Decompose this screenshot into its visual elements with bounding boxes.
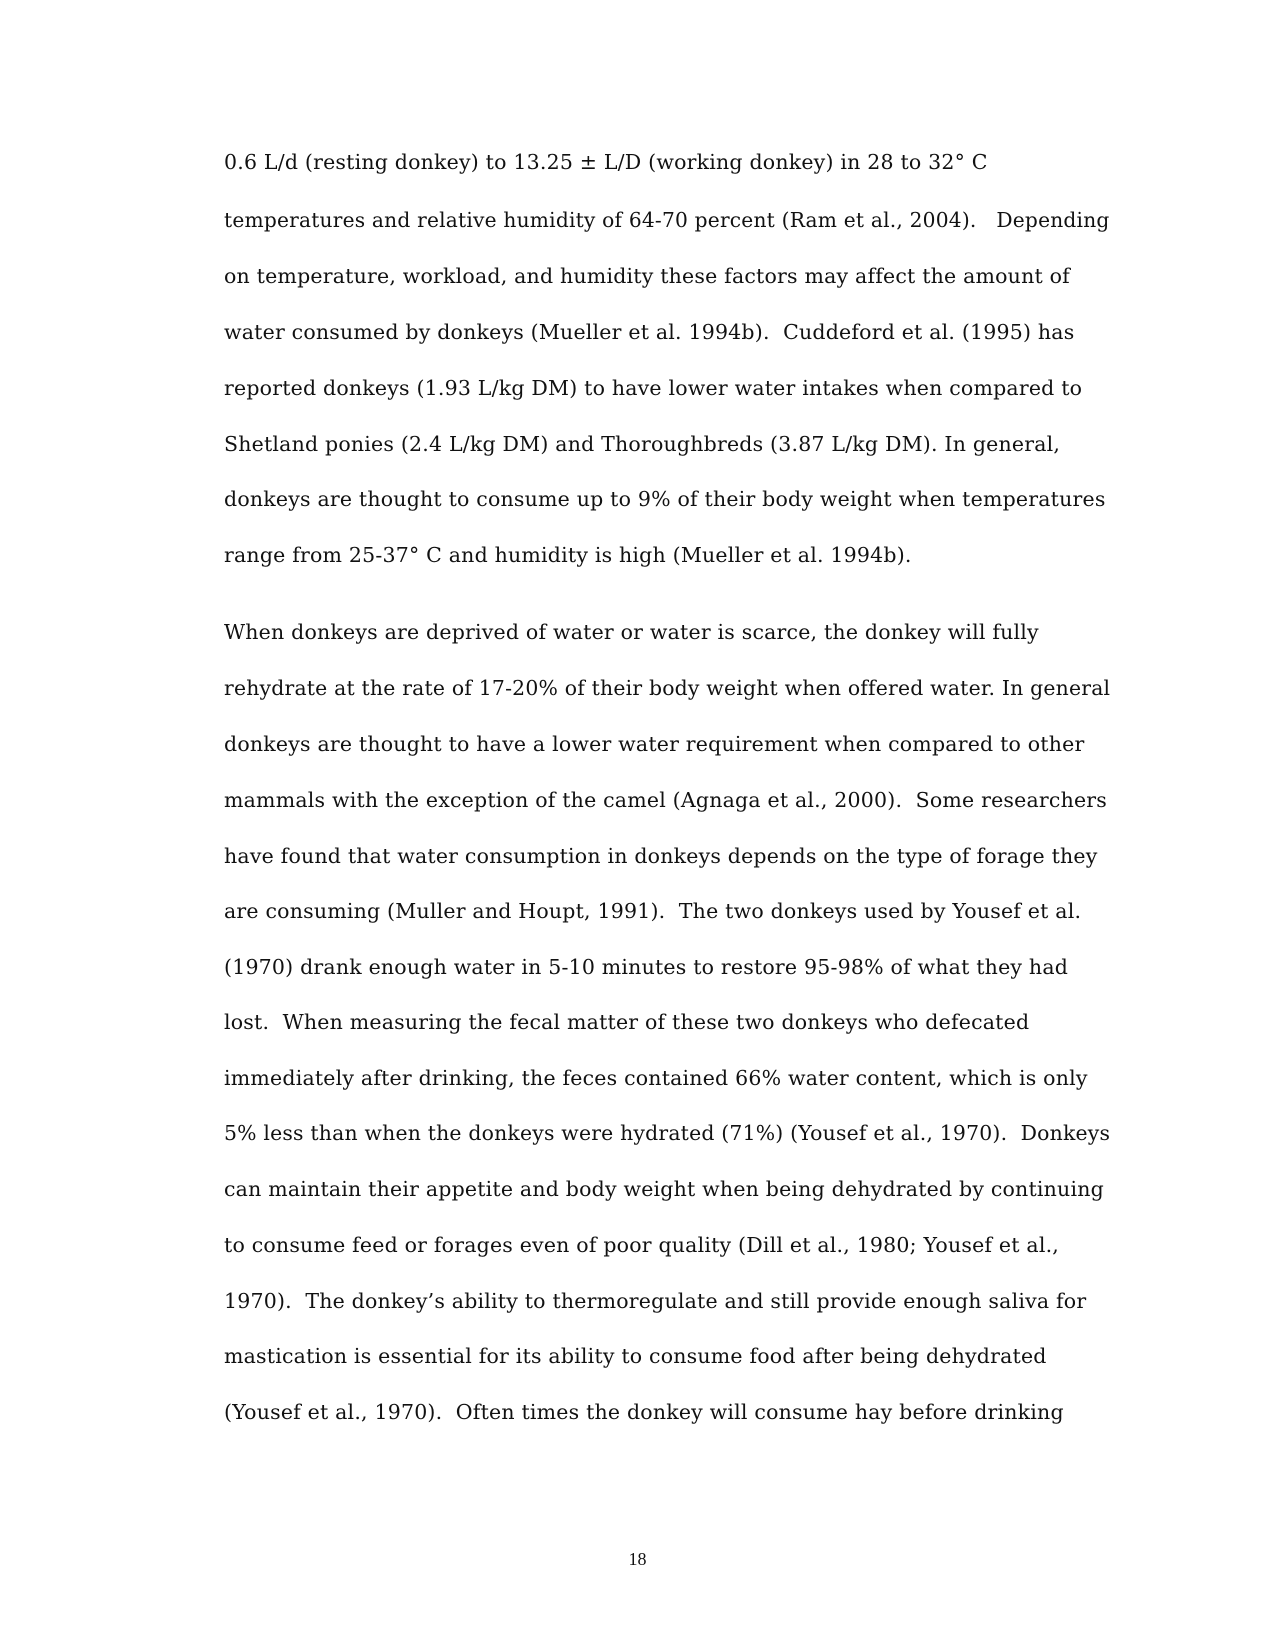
text-line: Shetland ponies (2.4 L/kg DM) and Thoroughbreds (3.87 L/kg DM). In general,: [224, 432, 1061, 456]
text-line: temperatures and relative humidity of 64-70 percent (Ram et al., 2004). Depending: [224, 208, 1110, 232]
text-line: range from 25-37° C and humidity is high (Mueller et al. 1994b).: [224, 543, 912, 567]
text-line: rehydrate at the rate of 17-20% of their body weight when offered water. In general: [224, 676, 1111, 700]
text-line: to consume feed or forages even of poor quality (Dill et al., 1980; Yousef et al.,: [224, 1233, 1060, 1257]
text-line: can maintain their appetite and body weight when being dehydrated by continuing: [224, 1177, 1104, 1201]
text-line: are consuming (Muller and Houpt, 1991). The two donkeys used by Yousef et al.: [224, 899, 1082, 923]
text-line: lost. When measuring the fecal matter of these two donkeys who defecated: [224, 1010, 1030, 1034]
text-line: donkeys are thought to consume up to 9% of their body weight when temperatures: [224, 487, 1106, 511]
text-line: reported donkeys (1.93 L/kg DM) to have lower water intakes when compared to: [224, 376, 1083, 400]
text-line: 5% less than when the donkeys were hydrated (71%) (Yousef et al., 1970). Donkeys: [224, 1121, 1111, 1145]
text-line: immediately after drinking, the feces contained 66% water content, which is only: [224, 1066, 1088, 1090]
text-line: 0.6 L/d (resting donkey) to 13.25 ± L/D (working donkey) in 28 to 32° C: [224, 150, 988, 174]
text-line: 1970). The donkey’s ability to thermoregulate and still provide enough saliva for: [224, 1289, 1087, 1313]
text-line: mastication is essential for its ability to consume food after being dehydrated: [224, 1344, 1047, 1368]
text-line: on temperature, workload, and humidity these factors may affect the amount of: [224, 264, 1070, 288]
text-line: When donkeys are deprived of water or water is scarce, the donkey will fully: [224, 620, 1039, 644]
text-line: (Yousef et al., 1970). Often times the donkey will consume hay before drinking: [224, 1400, 1064, 1424]
text-line: mammals with the exception of the camel (Agnaga et al., 2000). Some researchers: [224, 788, 1108, 812]
text-line: donkeys are thought to have a lower water requirement when compared to other: [224, 732, 1085, 756]
text-line: water consumed by donkeys (Mueller et al. 1994b). Cuddeford et al. (1995) has: [224, 320, 1075, 344]
text-line: (1970) drank enough water in 5-10 minutes to restore 95-98% of what they had: [224, 955, 1069, 979]
text-line: have found that water consumption in donkeys depends on the type of forage they: [224, 844, 1098, 868]
page-number: 18: [628, 1549, 647, 1569]
